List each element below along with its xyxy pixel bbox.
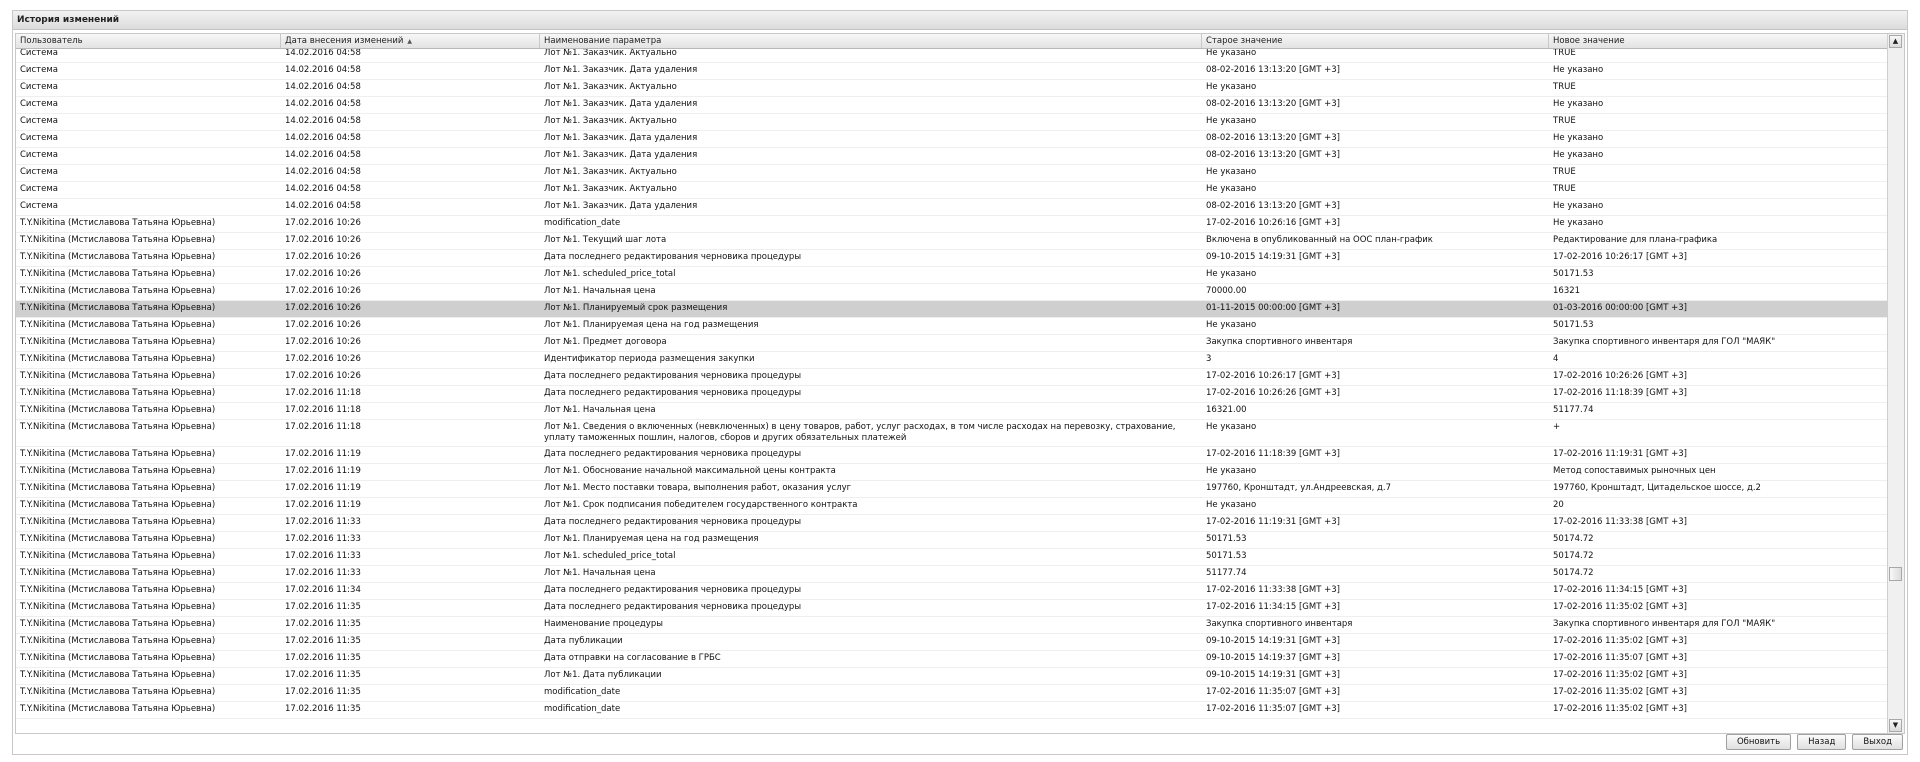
- column-header-label: Дата внесения изменений: [285, 36, 404, 46]
- cell-user: T.Y.Nikitina (Мстиславова Татьяна Юрьевна): [20, 636, 216, 646]
- cell-date: 17.02.2016 11:35: [285, 619, 361, 629]
- sort-ascending-icon: ▲: [407, 38, 413, 45]
- cell-parameter: Лот №1. Заказчик. Дата удаления: [544, 150, 698, 160]
- cell-parameter: Лот №1. Заказчик. Актуально: [544, 82, 677, 92]
- cell-user: T.Y.Nikitina (Мстиславова Татьяна Юрьевна): [20, 534, 216, 544]
- cell-user: T.Y.Nikitina (Мстиславова Татьяна Юрьевна): [20, 585, 216, 595]
- cell-date: 14.02.2016 04:58: [285, 150, 361, 160]
- cell-date: 14.02.2016 04:58: [285, 201, 361, 211]
- cell-parameter: Наименование процедуры: [544, 619, 663, 629]
- cell-date: 17.02.2016 11:35: [285, 653, 361, 663]
- cell-parameter: Лот №1. Начальная цена: [544, 286, 656, 296]
- cell-parameter: Лот №1. scheduled_price_total: [544, 269, 676, 279]
- cell-old-value: 09-10-2015 14:19:31 [GMT +3]: [1206, 670, 1340, 680]
- cell-user: Система: [20, 167, 58, 177]
- cell-parameter: Дата последнего редактирования черновика процедуры: [544, 388, 802, 398]
- cell-new-value: Редактирование для плана-графика: [1553, 235, 1718, 245]
- cell-new-value: 17-02-2016 11:35:07 [GMT +3]: [1553, 653, 1687, 663]
- cell-parameter: Лот №1. Заказчик. Дата удаления: [544, 65, 698, 75]
- cell-new-value: Не указано: [1553, 201, 1604, 211]
- cell-new-value: 4: [1553, 354, 1559, 364]
- table-row[interactable]: [16, 515, 1890, 532]
- cell-parameter: Лот №1. Планируемая цена на год размещения: [544, 534, 759, 544]
- cell-user: T.Y.Nikitina (Мстиславова Татьяна Юрьевна): [20, 337, 216, 347]
- table-row[interactable]: [16, 481, 1890, 498]
- column-header-old-value[interactable]: [1202, 34, 1549, 48]
- cell-parameter: Лот №1. Сведения о включенных (невключенных) в цену товаров, работ, услуг расходах, в том числе расходах на перевозку, страхование, уплату таможенных пошлин, налогов, сборов и других обязательных платежей: [544, 422, 1176, 443]
- back-button[interactable]: Назад: [1797, 734, 1846, 750]
- cell-new-value: 50174.72: [1553, 568, 1594, 578]
- cell-parameter: Лот №1. Место поставки товара, выполнения работ, оказания услуг: [544, 483, 852, 493]
- cell-user: T.Y.Nikitina (Мстиславова Татьяна Юрьевна): [20, 371, 216, 381]
- cell-old-value: 09-10-2015 14:19:31 [GMT +3]: [1206, 252, 1340, 262]
- cell-old-value: Не указано: [1206, 422, 1257, 432]
- cell-user: T.Y.Nikitina (Мстиславова Татьяна Юрьевна): [20, 354, 216, 364]
- cell-date: 14.02.2016 04:58: [285, 49, 361, 58]
- cell-parameter: Дата отправки на согласование в ГРБС: [544, 653, 721, 663]
- cell-new-value: 01-03-2016 00:00:00 [GMT +3]: [1553, 303, 1687, 313]
- column-header-new-value[interactable]: [1549, 34, 1890, 48]
- cell-user: T.Y.Nikitina (Мстиславова Татьяна Юрьевна): [20, 517, 216, 527]
- cell-parameter: Лот №1. Текущий шаг лота: [544, 235, 667, 245]
- cell-user: T.Y.Nikitina (Мстиславова Татьяна Юрьевна): [20, 303, 216, 313]
- cell-date: 17.02.2016 11:34: [285, 585, 361, 595]
- cell-date: 14.02.2016 04:58: [285, 167, 361, 177]
- cell-old-value: Закупка спортивного инвентаря: [1206, 337, 1353, 347]
- cell-parameter: Лот №1. Заказчик. Актуально: [544, 116, 677, 126]
- cell-old-value: Не указано: [1206, 82, 1257, 92]
- cell-old-value: 17-02-2016 11:18:39 [GMT +3]: [1206, 449, 1340, 459]
- cell-date: 17.02.2016 10:26: [285, 286, 361, 296]
- footer-toolbar: [1726, 734, 1903, 750]
- table-row[interactable]: [16, 498, 1890, 515]
- cell-new-value: 17-02-2016 11:19:31 [GMT +3]: [1553, 449, 1687, 459]
- table-row[interactable]: [16, 301, 1890, 318]
- cell-old-value: 17-02-2016 11:35:07 [GMT +3]: [1206, 687, 1340, 697]
- table-row[interactable]: [16, 386, 1890, 403]
- cell-old-value: 08-02-2016 13:13:20 [GMT +3]: [1206, 201, 1340, 211]
- cell-date: 17.02.2016 10:26: [285, 235, 361, 245]
- cell-new-value: Метод сопоставимых рыночных цен: [1553, 466, 1716, 476]
- cell-old-value: 09-10-2015 14:19:31 [GMT +3]: [1206, 636, 1340, 646]
- cell-old-value: Не указано: [1206, 500, 1257, 510]
- cell-parameter: Лот №1. Предмет договора: [544, 337, 667, 347]
- cell-user: Система: [20, 133, 58, 143]
- cell-parameter: Дата последнего редактирования черновика процедуры: [544, 602, 802, 612]
- cell-date: 17.02.2016 10:26: [285, 303, 361, 313]
- cell-old-value: 08-02-2016 13:13:20 [GMT +3]: [1206, 150, 1340, 160]
- cell-user: T.Y.Nikitina (Мстиславова Татьяна Юрьевна): [20, 449, 216, 459]
- cell-parameter: Лот №1. Планируемый срок размещения: [544, 303, 728, 313]
- table-row[interactable]: [16, 318, 1890, 335]
- table-row[interactable]: [16, 216, 1890, 233]
- cell-date: 17.02.2016 11:35: [285, 704, 361, 714]
- cell-user: T.Y.Nikitina (Мстиславова Татьяна Юрьевна): [20, 320, 216, 330]
- cell-old-value: 08-02-2016 13:13:20 [GMT +3]: [1206, 65, 1340, 75]
- cell-date: 17.02.2016 11:35: [285, 602, 361, 612]
- cell-user: T.Y.Nikitina (Мстиславова Татьяна Юрьевна): [20, 500, 216, 510]
- table-row[interactable]: [16, 634, 1890, 651]
- table-row[interactable]: [16, 566, 1890, 583]
- table-row[interactable]: [16, 80, 1890, 97]
- cell-old-value: 16321.00: [1206, 405, 1247, 415]
- cell-date: 17.02.2016 11:19: [285, 500, 361, 510]
- cell-parameter: Лот №1. Заказчик. Дата удаления: [544, 99, 698, 109]
- cell-old-value: 50171.53: [1206, 534, 1247, 544]
- cell-date: 17.02.2016 10:26: [285, 354, 361, 364]
- table-row[interactable]: [16, 685, 1890, 702]
- cell-new-value: 17-02-2016 11:35:02 [GMT +3]: [1553, 602, 1687, 612]
- cell-new-value: Закупка спортивного инвентаря для ГОЛ "МАЯК": [1553, 619, 1776, 629]
- cell-date: 17.02.2016 11:19: [285, 483, 361, 493]
- cell-date: 17.02.2016 11:18: [285, 388, 361, 398]
- table-row[interactable]: [16, 182, 1890, 199]
- cell-date: 14.02.2016 04:58: [285, 82, 361, 92]
- cell-new-value: 50174.72: [1553, 551, 1594, 561]
- cell-parameter: Лот №1. Заказчик. Актуально: [544, 167, 677, 177]
- cell-old-value: 08-02-2016 13:13:20 [GMT +3]: [1206, 133, 1340, 143]
- cell-new-value: TRUE: [1553, 184, 1576, 194]
- cell-new-value: TRUE: [1553, 167, 1576, 177]
- cell-old-value: Не указано: [1206, 167, 1257, 177]
- cell-old-value: 17-02-2016 11:34:15 [GMT +3]: [1206, 602, 1340, 612]
- table-row[interactable]: [16, 63, 1890, 80]
- vertical-scrollbar[interactable]: [1887, 34, 1904, 733]
- refresh-button[interactable]: Обновить: [1726, 734, 1791, 750]
- cell-date: 17.02.2016 11:33: [285, 568, 361, 578]
- cell-date: 17.02.2016 11:33: [285, 517, 361, 527]
- cell-user: T.Y.Nikitina (Мстиславова Татьяна Юрьевна): [20, 551, 216, 561]
- cell-user: T.Y.Nikitina (Мстиславова Татьяна Юрьевна): [20, 269, 216, 279]
- cell-user: T.Y.Nikitina (Мстиславова Татьяна Юрьевна): [20, 483, 216, 493]
- table-row[interactable]: [16, 583, 1890, 600]
- table-row[interactable]: [16, 600, 1890, 617]
- table-row[interactable]: [16, 702, 1890, 719]
- cell-date: 14.02.2016 04:58: [285, 184, 361, 194]
- cell-parameter: Дата последнего редактирования черновика процедуры: [544, 585, 802, 595]
- cell-user: T.Y.Nikitina (Мстиславова Татьяна Юрьевна): [20, 653, 216, 663]
- cell-date: 14.02.2016 04:58: [285, 65, 361, 75]
- cell-old-value: 17-02-2016 10:26:26 [GMT +3]: [1206, 388, 1340, 398]
- cell-date: 17.02.2016 10:26: [285, 320, 361, 330]
- cell-old-value: 70000.00: [1206, 286, 1247, 296]
- table-row[interactable]: [16, 549, 1890, 566]
- cell-new-value: Не указано: [1553, 99, 1604, 109]
- cell-parameter: Лот №1. Заказчик. Актуально: [544, 49, 677, 58]
- cell-new-value: +: [1553, 422, 1561, 432]
- cell-old-value: Закупка спортивного инвентаря: [1206, 619, 1353, 629]
- column-header-parameter[interactable]: [540, 34, 1202, 48]
- cell-date: 17.02.2016 10:26: [285, 252, 361, 262]
- cell-new-value: Не указано: [1553, 65, 1604, 75]
- cell-user: Система: [20, 49, 58, 58]
- cell-new-value: 17-02-2016 11:35:02 [GMT +3]: [1553, 704, 1687, 714]
- cell-date: 17.02.2016 11:19: [285, 449, 361, 459]
- cell-user: T.Y.Nikitina (Мстиславова Татьяна Юрьевна): [20, 235, 216, 245]
- cell-user: T.Y.Nikitina (Мстиславова Татьяна Юрьевна): [20, 252, 216, 262]
- cell-old-value: 17-02-2016 11:35:07 [GMT +3]: [1206, 704, 1340, 714]
- cell-date: 17.02.2016 11:35: [285, 636, 361, 646]
- cell-date: 17.02.2016 11:19: [285, 466, 361, 476]
- cell-user: Система: [20, 184, 58, 194]
- cell-old-value: Не указано: [1206, 49, 1257, 58]
- cell-parameter: Лот №1. Дата публикации: [544, 670, 662, 680]
- table-row[interactable]: [16, 165, 1890, 182]
- cell-user: T.Y.Nikitina (Мстиславова Татьяна Юрьевна): [20, 286, 216, 296]
- cell-parameter: modification_date: [544, 704, 621, 714]
- cell-date: 17.02.2016 11:33: [285, 551, 361, 561]
- cell-old-value: 17-02-2016 11:19:31 [GMT +3]: [1206, 517, 1340, 527]
- cell-old-value: Не указано: [1206, 320, 1257, 330]
- cell-user: T.Y.Nikitina (Мстиславова Татьяна Юрьевна): [20, 602, 216, 612]
- cell-parameter: Дата публикации: [544, 636, 623, 646]
- cell-old-value: Не указано: [1206, 116, 1257, 126]
- cell-parameter: modification_date: [544, 687, 621, 697]
- cell-parameter: Лот №1. scheduled_price_total: [544, 551, 676, 561]
- cell-date: 17.02.2016 11:35: [285, 670, 361, 680]
- cell-new-value: 17-02-2016 11:35:02 [GMT +3]: [1553, 670, 1687, 680]
- table-row[interactable]: [16, 651, 1890, 668]
- grid-body: [16, 49, 1890, 733]
- cell-old-value: 50171.53: [1206, 551, 1247, 561]
- table-row[interactable]: [16, 199, 1890, 216]
- cell-user: T.Y.Nikitina (Мстиславова Татьяна Юрьевна): [20, 218, 216, 228]
- cell-date: 17.02.2016 10:26: [285, 269, 361, 279]
- history-panel: [12, 10, 1908, 755]
- cell-parameter: Дата последнего редактирования черновика процедуры: [544, 371, 802, 381]
- cell-new-value: 20: [1553, 500, 1564, 510]
- cell-date: 14.02.2016 04:58: [285, 133, 361, 143]
- cell-new-value: TRUE: [1553, 116, 1576, 126]
- cell-old-value: 197760, Кронштадт, ул.Андреевская, д.7: [1206, 483, 1392, 493]
- cell-new-value: 16321: [1553, 286, 1581, 296]
- cell-new-value: 197760, Кронштадт, Цитадельское шоссе, д.2: [1553, 483, 1761, 493]
- cell-user: Система: [20, 82, 58, 92]
- column-header-label: Новое значение: [1553, 36, 1625, 46]
- cell-parameter: Лот №1. Начальная цена: [544, 568, 656, 578]
- cell-date: 17.02.2016 10:26: [285, 218, 361, 228]
- cell-new-value: 17-02-2016 11:34:15 [GMT +3]: [1553, 585, 1687, 595]
- cell-date: 17.02.2016 11:18: [285, 422, 361, 432]
- column-header-label: Старое значение: [1206, 36, 1283, 46]
- table-row[interactable]: [16, 447, 1890, 464]
- cell-parameter: Дата последнего редактирования черновика процедуры: [544, 517, 802, 527]
- column-header-date[interactable]: [281, 34, 540, 48]
- table-row[interactable]: [16, 532, 1890, 549]
- table-row[interactable]: [16, 97, 1890, 114]
- cell-date: 17.02.2016 10:26: [285, 371, 361, 381]
- cell-new-value: 17-02-2016 10:26:26 [GMT +3]: [1553, 371, 1687, 381]
- table-row[interactable]: [16, 369, 1890, 386]
- cell-old-value: Не указано: [1206, 466, 1257, 476]
- cell-user: T.Y.Nikitina (Мстиславова Татьяна Юрьевна): [20, 422, 216, 432]
- cell-user: T.Y.Nikitina (Мстиславова Татьяна Юрьевна): [20, 388, 216, 398]
- table-row[interactable]: [16, 335, 1890, 352]
- table-row[interactable]: [16, 284, 1890, 301]
- cell-new-value: 17-02-2016 11:33:38 [GMT +3]: [1553, 517, 1687, 527]
- cell-user: T.Y.Nikitina (Мстиславова Татьяна Юрьевна): [20, 466, 216, 476]
- cell-user: Система: [20, 201, 58, 211]
- cell-parameter: Лот №1. Срок подписания победителем государственного контракта: [544, 500, 858, 510]
- arrow-down-icon[interactable]: ▼: [1889, 719, 1902, 732]
- cell-user: Система: [20, 65, 58, 75]
- table-row[interactable]: [16, 403, 1890, 420]
- cell-new-value: 51177.74: [1553, 405, 1594, 415]
- cell-old-value: 3: [1206, 354, 1212, 364]
- cell-new-value: 50171.53: [1553, 320, 1594, 330]
- cell-parameter: modification_date: [544, 218, 621, 228]
- cell-user: T.Y.Nikitina (Мстиславова Татьяна Юрьевна): [20, 568, 216, 578]
- table-row[interactable]: [16, 464, 1890, 481]
- table-row[interactable]: [16, 267, 1890, 284]
- table-row[interactable]: [16, 49, 1890, 63]
- cell-old-value: 51177.74: [1206, 568, 1247, 578]
- table-row[interactable]: [16, 668, 1890, 685]
- table-row[interactable]: [16, 114, 1890, 131]
- cell-old-value: Включена в опубликованный на ООС план-график: [1206, 235, 1433, 245]
- table-row[interactable]: [16, 131, 1890, 148]
- cell-new-value: 17-02-2016 10:26:17 [GMT +3]: [1553, 252, 1687, 262]
- exit-button[interactable]: Выход: [1852, 734, 1903, 750]
- cell-user: T.Y.Nikitina (Мстиславова Татьяна Юрьевна): [20, 687, 216, 697]
- cell-parameter: Лот №1. Заказчик. Актуально: [544, 184, 677, 194]
- cell-parameter: Лот №1. Планируемая цена на год размещения: [544, 320, 759, 330]
- arrow-up-icon[interactable]: ▲: [1889, 35, 1902, 48]
- cell-old-value: 09-10-2015 14:19:37 [GMT +3]: [1206, 653, 1340, 663]
- cell-date: 14.02.2016 04:58: [285, 99, 361, 109]
- cell-date: 17.02.2016 10:26: [285, 337, 361, 347]
- cell-new-value: Закупка спортивного инвентаря для ГОЛ "МАЯК": [1553, 337, 1776, 347]
- cell-user: Система: [20, 116, 58, 126]
- panel-title: История изменений: [13, 11, 1907, 30]
- table-row[interactable]: [16, 250, 1890, 267]
- cell-old-value: 17-02-2016 10:26:17 [GMT +3]: [1206, 371, 1340, 381]
- cell-user: T.Y.Nikitina (Мстиславова Татьяна Юрьевна): [20, 704, 216, 714]
- cell-new-value: 50174.72: [1553, 534, 1594, 544]
- column-header-user[interactable]: [16, 34, 281, 48]
- cell-date: 14.02.2016 04:58: [285, 116, 361, 126]
- cell-new-value: Не указано: [1553, 150, 1604, 160]
- cell-parameter: Идентификатор периода размещения закупки: [544, 354, 755, 364]
- cell-new-value: TRUE: [1553, 82, 1576, 92]
- history-grid: [15, 33, 1905, 734]
- cell-new-value: 17-02-2016 11:18:39 [GMT +3]: [1553, 388, 1687, 398]
- scroll-thumb[interactable]: [1889, 567, 1902, 581]
- grid-header: [16, 34, 1890, 49]
- cell-parameter: Лот №1. Обоснование начальной максимальной цены контракта: [544, 466, 836, 476]
- cell-old-value: Не указано: [1206, 184, 1257, 194]
- table-row[interactable]: [16, 420, 1890, 447]
- column-header-label: Наименование параметра: [544, 36, 662, 46]
- cell-user: T.Y.Nikitina (Мстиславова Татьяна Юрьевна): [20, 405, 216, 415]
- cell-date: 17.02.2016 11:18: [285, 405, 361, 415]
- cell-parameter: Лот №1. Заказчик. Дата удаления: [544, 133, 698, 143]
- cell-user: T.Y.Nikitina (Мстиславова Татьяна Юрьевна): [20, 619, 216, 629]
- table-row[interactable]: [16, 148, 1890, 165]
- cell-date: 17.02.2016 11:35: [285, 687, 361, 697]
- cell-old-value: 08-02-2016 13:13:20 [GMT +3]: [1206, 99, 1340, 109]
- cell-user: Система: [20, 99, 58, 109]
- cell-parameter: Лот №1. Заказчик. Дата удаления: [544, 201, 698, 211]
- cell-new-value: 17-02-2016 11:35:02 [GMT +3]: [1553, 687, 1687, 697]
- table-row[interactable]: [16, 617, 1890, 634]
- table-row[interactable]: [16, 352, 1890, 369]
- cell-new-value: 50171.53: [1553, 269, 1594, 279]
- cell-new-value: Не указано: [1553, 218, 1604, 228]
- cell-new-value: TRUE: [1553, 49, 1576, 58]
- column-header-label: Пользователь: [20, 36, 83, 46]
- cell-old-value: 01-11-2015 00:00:00 [GMT +3]: [1206, 303, 1340, 313]
- cell-old-value: 17-02-2016 10:26:16 [GMT +3]: [1206, 218, 1340, 228]
- cell-old-value: Не указано: [1206, 269, 1257, 279]
- cell-user: Система: [20, 150, 58, 160]
- cell-parameter: Дата последнего редактирования черновика процедуры: [544, 449, 802, 459]
- cell-old-value: 17-02-2016 11:33:38 [GMT +3]: [1206, 585, 1340, 595]
- cell-new-value: 17-02-2016 11:35:02 [GMT +3]: [1553, 636, 1687, 646]
- cell-user: T.Y.Nikitina (Мстиславова Татьяна Юрьевна): [20, 670, 216, 680]
- table-row[interactable]: [16, 233, 1890, 250]
- cell-new-value: Не указано: [1553, 133, 1604, 143]
- cell-parameter: Лот №1. Начальная цена: [544, 405, 656, 415]
- cell-date: 17.02.2016 11:33: [285, 534, 361, 544]
- cell-parameter: Дата последнего редактирования черновика процедуры: [544, 252, 802, 262]
